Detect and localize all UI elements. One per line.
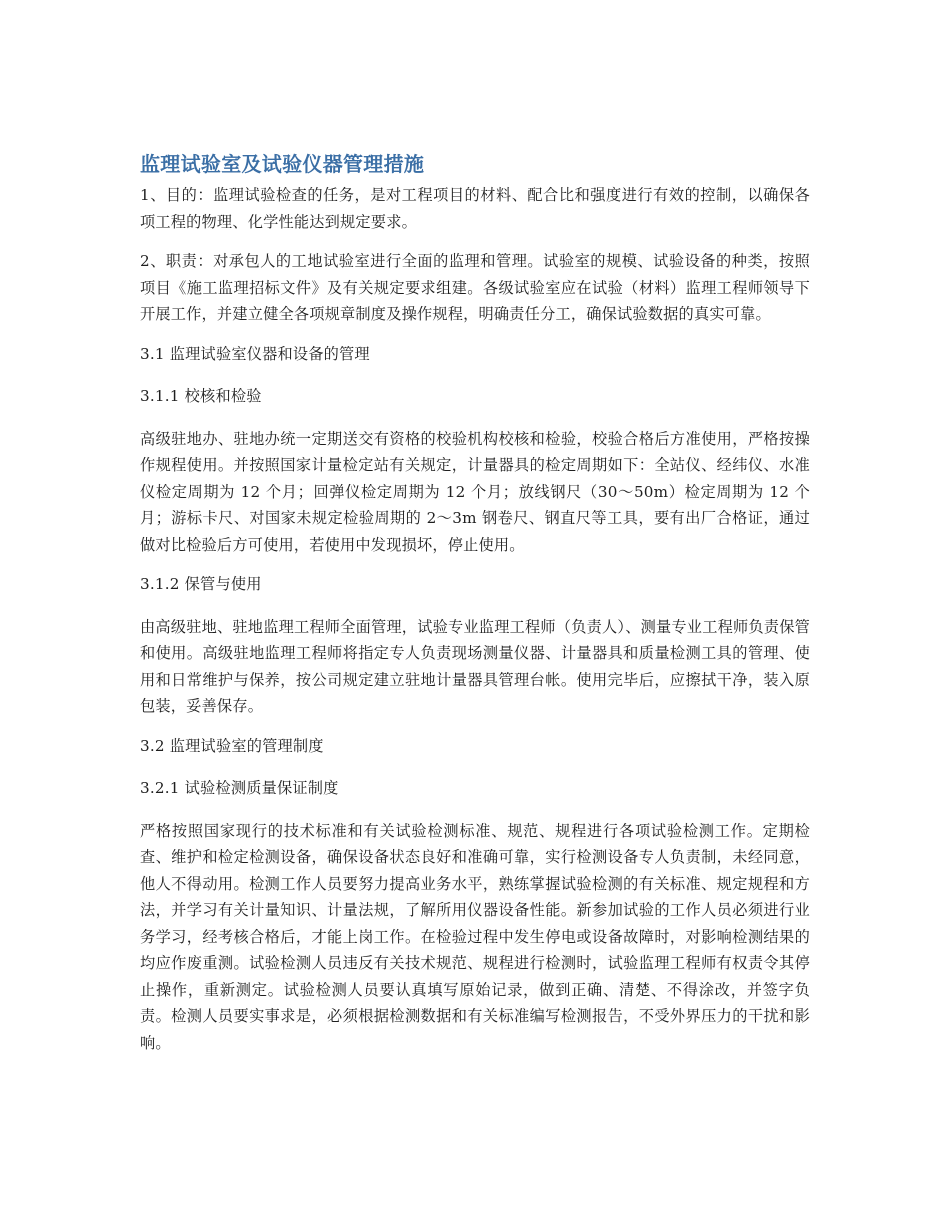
heading-3-2-1: 3.2.1 试验检测质量保证制度 (140, 779, 339, 797)
paragraph-calibration: 高级驻地办、驻地办统一定期送交有资格的校验机构校核和检验，校验合格后方准使用，严格按操作规程使用。并按照国家计量检定站有关规定，计量器具的检定周期如下：全站仪、经纬仪、水准仪检定周期为 12 个月；回弹仪检定周期为 12 个月；放线钢尺（30～50m）检定周期为 12 个月；游标卡尺、对国家未规定检验周期的 2～3m 钢卷尺、钢直尺等工具，要有出厂合格证，通过做对比检验后方可使用，若使用中发现损坏，停止使用。 (140, 429, 810, 554)
paragraph-purpose: 1、目的：监理试验检查的任务，是对工程项目的材料、配合比和强度进行有效的控制，以确保各项工程的物理、化学性能达到规定要求。 (140, 186, 810, 231)
paragraph-responsibility: 2、职责：对承包人的工地试验室进行全面的监理和管理。试验室的规模、试验设备的种类，按照项目《施工监理招标文件》及有关规定要求组建。各级试验室应在试验（材料）监理工程师领导下开展工作，并建立健全各项规章制度及操作规程，明确责任分工，确保试验数据的真实可靠。 (140, 252, 810, 323)
heading-3-2: 3.2 监理试验室的管理制度 (140, 736, 324, 755)
document-page (140, 150, 810, 1068)
paragraph-storage-use: 由高级驻地、驻地监理工程师全面管理，试验专业监理工程师（负责人）、测量专业工程师负责保管和使用。高级驻地监理工程师将指定专人负责现场测量仪器、计量器具和质量检测工具的管理、使用和日常维护与保养，按公司规定建立驻地计量器具管理台帐。使用完毕后，应擦拭干净，装入原包装，妥善保存。 (140, 617, 810, 715)
heading-3-1: 3.1 监理试验室仪器和设备的管理 (140, 344, 370, 363)
heading-3-1-1: 3.1.1 校核和检验 (140, 387, 262, 405)
paragraph-quality-assurance: 严格按照国家现行的技术标准和有关试验检测标准、规范、规程进行各项试验检测工作。定期检查、维护和检定检测设备，确保设备状态良好和准确可靠，实行检测设备专人负责制，未经同意，他人不得动用。检测工作人员要努力提高业务水平，熟练掌握试验检测的有关标准、规定规程和方法，并学习有关计量知识、计量法规，了解所用仪器设备性能。新参加试验的工作人员必须进行业务学习，经考核合格后，才能上岗工作。在检验过程中发生停电或设备故障时，对影响检测结果的均应作废重测。试验检测人员违反有关技术规范、规程进行检测时，试验监理工程师有权责令其停止操作，重新测定。试验检测人员要认真填写原始记录，做到正确、清楚、不得涂改，并签字负责。检测人员要实事求是，必须根据检测数据和有关标准编写检测报告，不受外界压力的干扰和影响。 (140, 821, 810, 1052)
heading-3-1-2: 3.1.2 保管与使用 (140, 575, 262, 593)
document-title: 监理试验室及试验仪器管理措施 (140, 152, 425, 176)
